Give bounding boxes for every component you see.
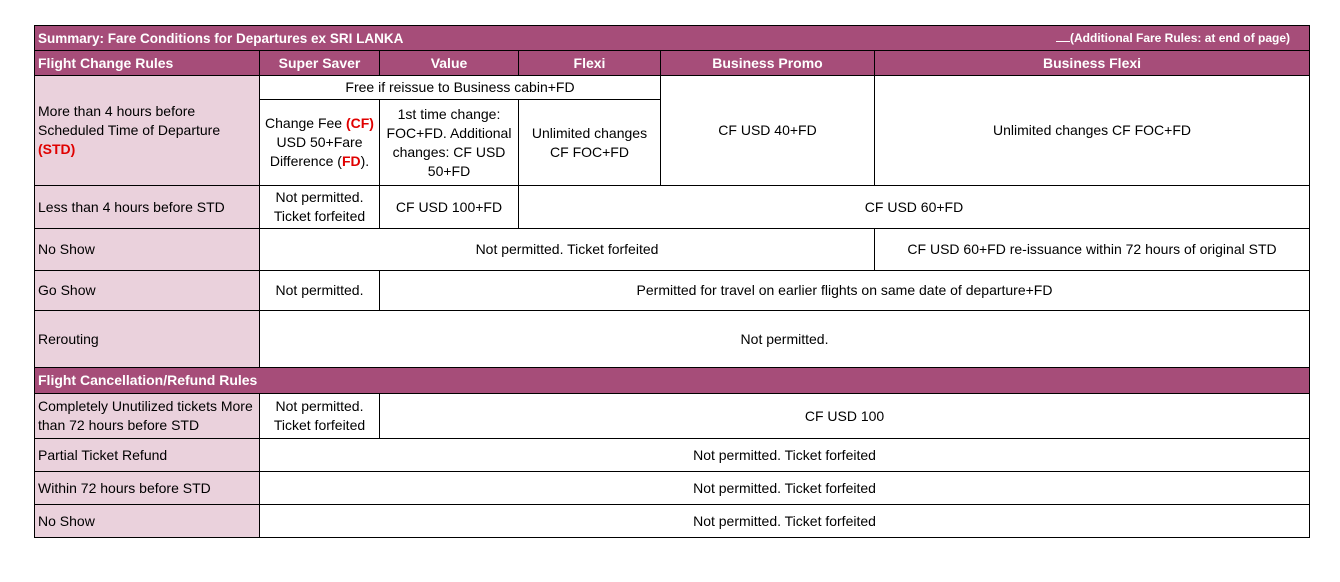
row-label-within-72h: Within 72 hours before STD [35,472,260,505]
fare-conditions-table [34,25,1310,538]
cf-text-3: ). [360,153,370,169]
super-saver-less-than-4h: Not permitted. Ticket forfeited [260,186,380,229]
business-flexi-more-than-4h: Unlimited changes CF FOC+FD [875,76,1310,186]
table-row [35,76,1310,100]
header-refund-rules: Flight Cancellation/Refund Rules [35,368,1310,394]
row-label-partial-refund: Partial Ticket Refund [35,439,260,472]
table-row [35,472,1310,505]
all-within-72h: Not permitted. Ticket forfeited [260,472,1310,505]
additional-fare-rules-label: (Additional Fare Rules: at end of page) [1070,30,1291,45]
header-super-saver: Super Saver [260,51,380,76]
free-reissue-cell: Free if reissue to Business cabin+FD [260,76,661,100]
super-saver-go-show: Not permitted. [260,271,380,311]
title-cell [35,26,1310,51]
additional-fare-rules-link[interactable] [1056,29,1306,48]
row-label-no-show: No Show [35,229,260,271]
rest-go-show: Permitted for travel on earlier flights on same date of departure+FD [380,271,1310,311]
super-saver-more-than-4h [260,100,380,186]
super-saver-unutilized: Not permitted. Ticket forfeited [260,394,380,439]
label-text: More than 4 hours before Scheduled Time of Departure [38,103,221,138]
row-label-unutilized: Completely Unutilized tickets More than 72 hours before STD [35,394,260,439]
table-row [35,394,1310,439]
table-row [35,505,1310,538]
table-title: Summary: Fare Conditions for Departures ex SRI LANKA [38,30,404,46]
table-row [35,439,1310,472]
fd-emphasis: FD [341,153,361,169]
table-row [35,186,1310,229]
cf-text-1: Change Fee [265,115,346,131]
table-row [35,311,1310,368]
refund-rules-header-row [35,368,1310,394]
table-row [35,229,1310,271]
header-value: Value [380,51,519,76]
rest-unutilized: CF USD 100 [380,394,1310,439]
business-promo-more-than-4h: CF USD 40+FD [661,76,875,186]
table-row [35,271,1310,311]
row-label-more-than-4h [35,76,260,186]
rest-less-than-4h: CF USD 60+FD [519,186,1310,229]
header-business-flexi: Business Flexi [875,51,1310,76]
std-emphasis: (STD) [38,141,76,157]
link-underline [1056,32,1070,42]
header-flight-change-rules: Flight Change Rules [35,51,260,76]
cf-emphasis: (CF) [345,115,374,131]
all-rerouting: Not permitted. [260,311,1310,368]
row-label-less-than-4h: Less than 4 hours before STD [35,186,260,229]
cf-text-2: USD 50+Fare Difference ( [269,134,363,169]
title-row [35,26,1310,51]
header-business-promo: Business Promo [661,51,875,76]
header-flexi: Flexi [519,51,661,76]
row-label-rerouting: Rerouting [35,311,260,368]
all-partial-refund: Not permitted. Ticket forfeited [260,439,1310,472]
row-label-go-show: Go Show [35,271,260,311]
value-less-than-4h: CF USD 100+FD [380,186,519,229]
value-more-than-4h: 1st time change: FOC+FD. Additional changes: CF USD 50+FD [380,100,519,186]
economy-no-show: Not permitted. Ticket forfeited [260,229,875,271]
flexi-more-than-4h: Unlimited changes CF FOC+FD [519,100,661,186]
business-flexi-no-show: CF USD 60+FD re-issuance within 72 hours of original STD [875,229,1310,271]
all-refund-no-show: Not permitted. Ticket forfeited [260,505,1310,538]
change-rules-header-row [35,51,1310,76]
row-label-refund-no-show: No Show [35,505,260,538]
